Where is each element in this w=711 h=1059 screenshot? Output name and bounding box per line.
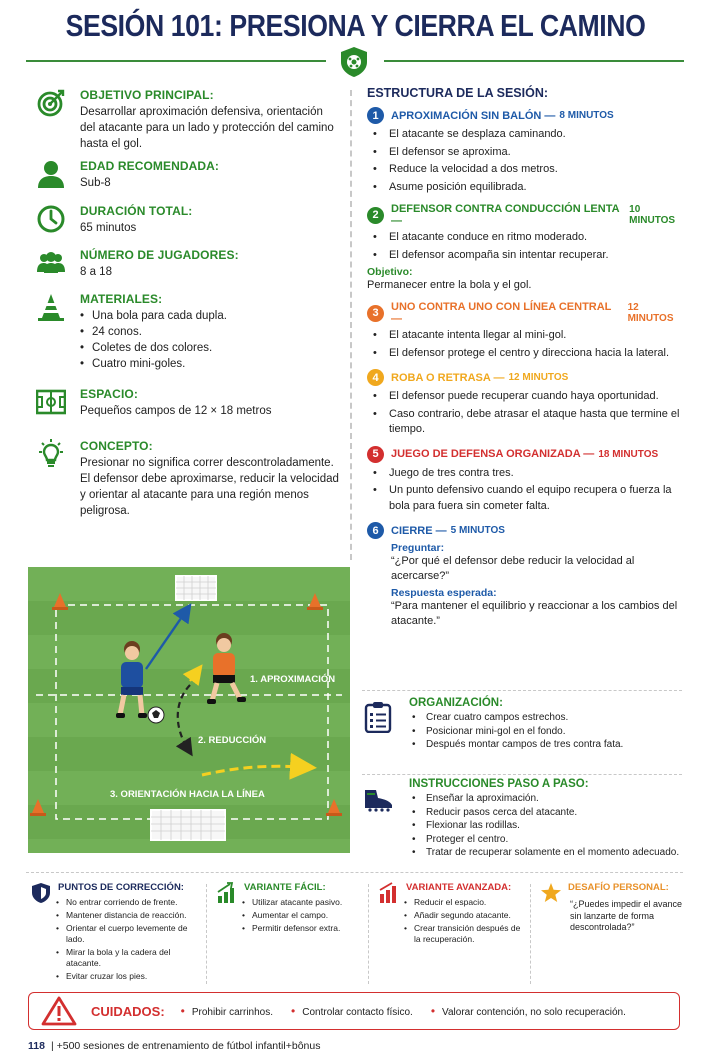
list-item: • Permitir defensor extra. <box>240 923 364 934</box>
column-divider <box>350 90 352 560</box>
duration-label: DURACIÓN TOTAL: <box>80 204 193 218</box>
list-item: • Caso contrario, debe atrasar el ataque hasta que termine el tiempo. <box>373 407 687 438</box>
target-icon <box>36 88 66 118</box>
list-item: • Crear cuatro campos estrechos. <box>412 711 682 725</box>
info-concept <box>36 439 341 519</box>
list-item: • Un punto defensivo cuando el equipo recupera o fuerza la bola para fuera sin cometer falta. <box>373 483 687 514</box>
ball-icon <box>148 707 164 723</box>
players-label: NÚMERO DE JUGADORES: <box>80 248 239 262</box>
list-item: • 24 conos. <box>80 324 341 340</box>
space-text: Pequeños campos de 12 × 18 metros <box>80 405 272 417</box>
list-item: • El defensor acompaña sin intentar recuperar. <box>373 248 687 264</box>
title-rule-left <box>26 60 326 62</box>
organization-label: ORGANIZACIÓN: <box>409 697 503 709</box>
space-label: ESPACIO: <box>80 387 138 401</box>
phase-4 <box>367 369 687 438</box>
info-objective <box>36 88 341 152</box>
info-age <box>36 159 341 191</box>
advanced-variant-label: VARIANTE AVANZADA: <box>406 882 512 893</box>
phase-sub-label: Respuesta esperada: <box>391 587 497 599</box>
concept-label: CONCEPTO: <box>80 439 153 453</box>
page-title: SESIÓN 101: PRESIONA Y CIERRA EL CAMINO <box>65 8 646 43</box>
objective-label: OBJETIVO PRINCIPAL: <box>80 88 214 102</box>
list-item: • Reducir el espacio. <box>402 897 526 908</box>
phase-sub-label: Preguntar: <box>391 542 445 554</box>
list-item: • Enseñar la aproximación. <box>412 792 682 806</box>
list-item: • Tratar de recuperar solamente en el momento adecuado. <box>412 846 682 860</box>
easy-variant-label: VARIANTE FÁCIL: <box>244 882 326 893</box>
instructions-label: INSTRUCCIONES PASO A PASO: <box>409 778 589 790</box>
objective-text: Desarrollar aproximación defensiva, orientación del atacante para un lado y protección del camino hasta el gol. <box>80 106 334 150</box>
divider <box>530 884 531 984</box>
phase-5 <box>367 446 687 515</box>
age-text: Sub-8 <box>80 177 111 189</box>
list-item: • El atacante conduce en ritmo moderado. <box>373 230 687 246</box>
warning-icon <box>41 996 77 1026</box>
challenge-label: DESAFÍO PERSONAL: <box>568 882 669 893</box>
phase-sub-text: “Para mantener el equilibrio y reaccionar a los cambios del atacante.” <box>391 600 678 627</box>
phase-name: APROXIMACIÓN SIN BALÓN — <box>391 109 556 122</box>
divider <box>206 884 207 984</box>
list-item: • Mantener distancia de reacción. <box>54 910 200 921</box>
phase-duration: 8 MINUTOS <box>559 110 614 121</box>
duration-text: 65 minutos <box>80 222 137 234</box>
session-structure <box>367 86 687 637</box>
structure-title: ESTRUCTURA DE LA SESIÓN: <box>367 86 549 100</box>
list-item: • El atacante intenta llegar al mini-gol. <box>373 328 687 344</box>
phase-number: 6 <box>367 522 384 539</box>
list-item: • Orientar el cuerpo levemente de lado. <box>54 923 200 945</box>
title-rule-right <box>384 60 684 62</box>
shield-ball-icon <box>339 46 369 78</box>
players-text: 8 a 18 <box>80 266 112 278</box>
correction-label: PUNTOS DE CORRECCIÓN: <box>58 882 184 893</box>
info-space <box>36 387 341 419</box>
phase-sub-label: Objetivo: <box>367 266 413 278</box>
advanced-variant <box>378 882 526 947</box>
group-icon <box>36 248 66 278</box>
phase-number: 1 <box>367 107 384 124</box>
shield-icon <box>30 882 52 904</box>
list-item: • Flexionar las rodillas. <box>412 819 682 833</box>
list-item: • El defensor se aproxima. <box>373 145 687 161</box>
page-footer <box>28 1040 320 1052</box>
divider <box>362 774 682 775</box>
bottom-goal-icon <box>151 810 225 840</box>
list-item: • Evitar cruzar los pies. <box>54 971 200 982</box>
list-item: • Después montar campos de tres contra fata. <box>412 738 682 752</box>
list-item: • El defensor protege el centro y direcciona hacia la lateral. <box>373 346 687 362</box>
phase-3 <box>367 301 687 361</box>
phase-name: DEFENSOR CONTRA CONDUCCIÓN LENTA — <box>391 203 620 227</box>
instructions-block <box>362 778 682 860</box>
list-item: • Utilizar atacante pasivo. <box>240 897 364 908</box>
personal-challenge <box>540 882 685 934</box>
top-goal-icon <box>176 576 216 600</box>
list-item: • Aumentar el campo. <box>240 910 364 921</box>
list-item: • No entrar corriendo de frente. <box>54 897 200 908</box>
phase-name: JUEGO DE DEFENSA ORGANIZADA — <box>391 448 595 460</box>
organization-block <box>362 697 682 752</box>
care-item: • Controlar contacto físico. <box>291 1004 413 1018</box>
phase-sub-text: “¿Por qué el defensor debe reducir la velocidad al acercarse?” <box>391 555 635 582</box>
list-item: • Una bola para cada dupla. <box>80 308 341 324</box>
phase-number: 4 <box>367 369 384 386</box>
list-item: • Reduce la velocidad a dos metros. <box>373 162 687 178</box>
list-item: • El defensor puede recuperar cuando haya oportunidad. <box>373 389 687 405</box>
phase-duration: 5 MINUTOS <box>450 525 505 536</box>
field-icon <box>36 387 66 417</box>
list-item: • Añadir segundo atacante. <box>402 910 526 921</box>
list-item: • Mirar la bola y la cadera del atacante. <box>54 947 200 969</box>
phase-name: CIERRE — <box>391 524 447 537</box>
divider <box>368 884 369 984</box>
info-duration <box>36 204 341 236</box>
phase-name: UNO CONTRA UNO CON LÍNEA CENTRAL — <box>391 301 612 325</box>
phase-sub-text: Permanecer entre la bola y el gol. <box>367 279 532 291</box>
phase-2 <box>367 203 687 293</box>
clock-icon <box>36 204 66 234</box>
pitch-label-approach: 1. APROXIMACIÓN <box>250 674 336 685</box>
phase-number: 3 <box>367 305 384 322</box>
clipboard-icon <box>362 701 394 733</box>
care-box <box>28 992 680 1030</box>
list-item: • Asume posición equilibrada. <box>373 180 687 196</box>
phase-number: 5 <box>367 446 384 463</box>
phase-duration: 12 MINUTOS <box>508 372 569 383</box>
info-materials <box>36 292 341 372</box>
easy-variant <box>216 882 364 936</box>
cone-icon <box>36 292 66 322</box>
info-players <box>36 248 341 280</box>
phase-duration: 10 MINUTOS <box>629 204 676 226</box>
phase-number: 2 <box>367 207 384 224</box>
list-item: • Juego de tres contra tres. <box>373 466 687 482</box>
pitch-label-reduction: 2. REDUCCIÓN <box>198 735 267 746</box>
list-item: • Crear transición después de la recuperación. <box>402 923 526 945</box>
phase-duration: 18 MINUTOS <box>598 448 659 460</box>
phase-name: ROBA O RETRASA — <box>391 371 505 384</box>
age-label: EDAD RECOMENDADA: <box>80 159 220 173</box>
care-item: • Valorar contención, no solo recuperación. <box>431 1004 626 1018</box>
list-item: • Proteger el centro. <box>412 833 682 847</box>
lightbulb-icon <box>36 439 66 469</box>
list-item: • Coletes de dos colores. <box>80 340 341 356</box>
list-item: • Posicionar mini-gol en el fondo. <box>412 725 682 739</box>
bar-chart-up-icon <box>216 882 238 904</box>
phase-6 <box>367 522 687 629</box>
boot-icon <box>362 782 394 814</box>
bar-chart-rising-icon <box>378 882 400 904</box>
person-icon <box>36 159 66 189</box>
page-number: 118 <box>28 1040 45 1052</box>
divider <box>362 690 682 691</box>
list-item: • Reducir pasos cerca del atacante. <box>412 806 682 820</box>
materials-label: MATERIALES: <box>80 292 163 306</box>
list-item: • El atacante se desplaza caminando. <box>373 127 687 143</box>
list-item: • Cuatro mini-goles. <box>80 356 341 372</box>
correction-points <box>30 882 200 984</box>
phase-1 <box>367 107 687 195</box>
challenge-text: “¿Puedes impedir el avance sin lanzarte de forma descontrolada?” <box>570 899 683 932</box>
phase-duration: 12 MINUTOS <box>627 302 674 324</box>
star-icon <box>540 882 562 904</box>
divider <box>26 872 683 873</box>
care-label: CUIDADOS: <box>91 1003 165 1019</box>
concept-text: Presionar no significa correr descontroladamente. El defensor debe aproximarse, reducir la velocidad y orientar al atacante para una región menos peligrosa. <box>80 457 339 517</box>
pitch-label-orientation: 3. ORIENTACIÓN HACIA LA LÍNEA <box>110 789 265 800</box>
footer-text: | +500 sesiones de entrenamiento de fútbol infantil+bônus <box>50 1040 321 1052</box>
care-item: • Prohibir carrinhos. <box>181 1004 273 1018</box>
pitch-diagram <box>28 567 350 853</box>
